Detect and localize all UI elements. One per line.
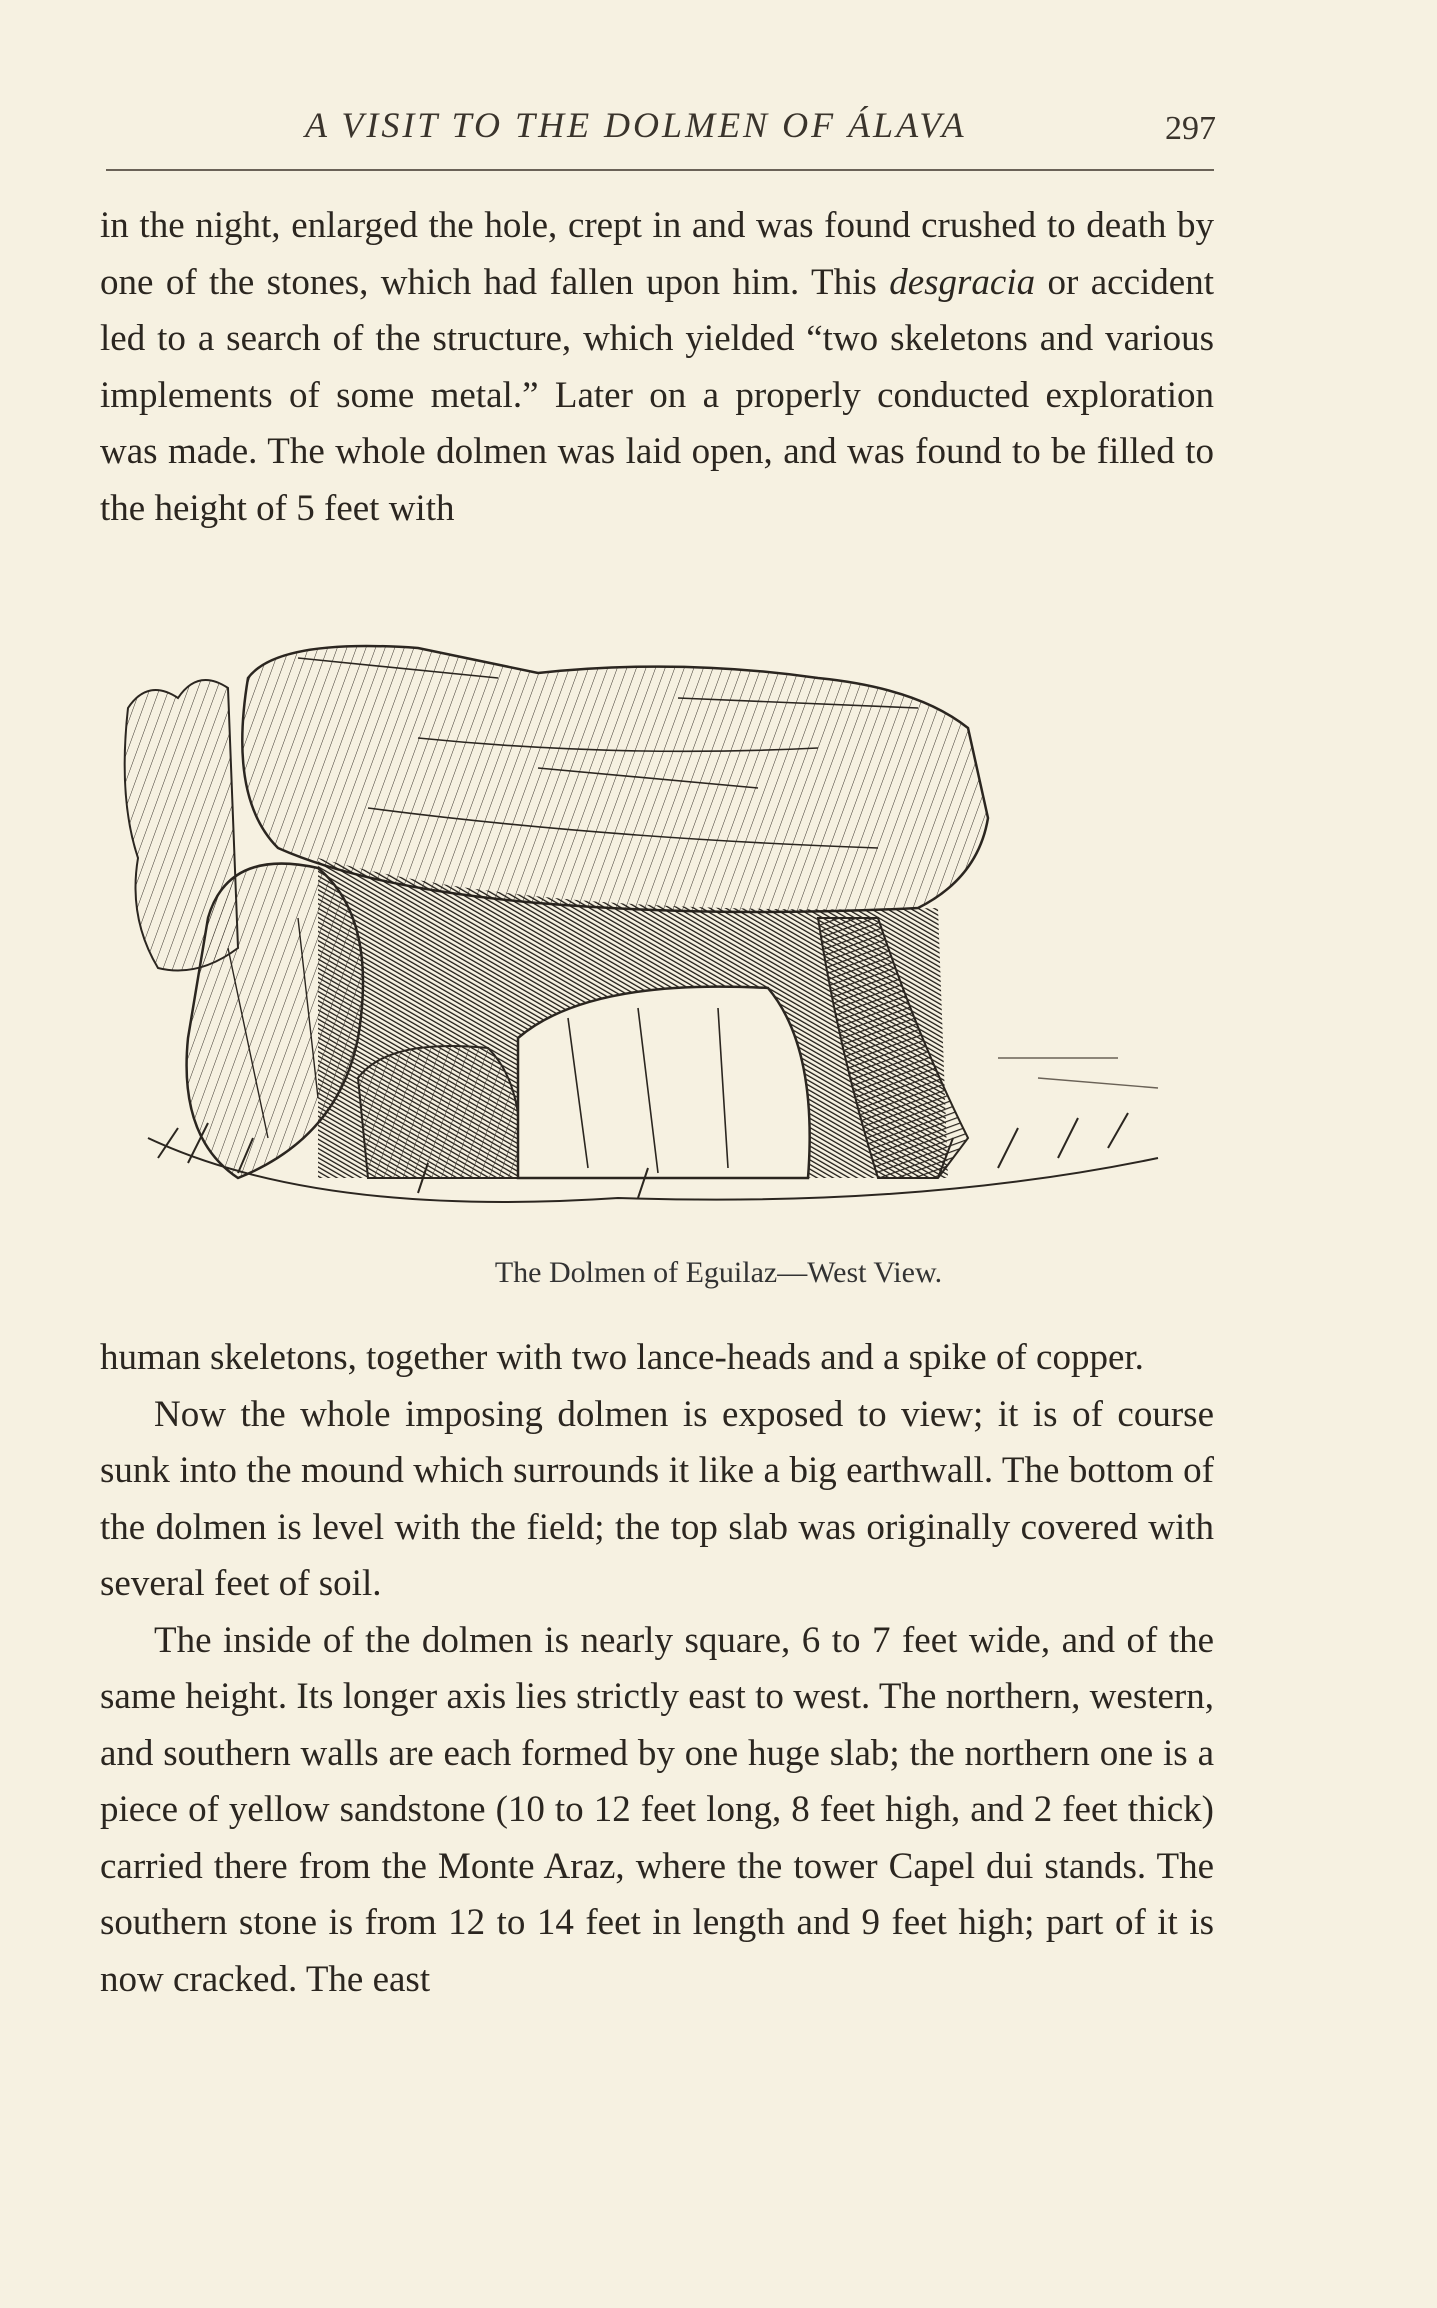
page-number: 297 (1165, 110, 1216, 147)
paragraph-1-part-a: in the night, enlarged the hole, crept in and was found crushed to death by one of the stones, which had fallen upon him. This (100, 205, 1214, 303)
paragraph-1 (100, 198, 1214, 537)
figure-caption: The Dolmen of Eguilaz—West View. (494, 1256, 943, 1289)
header-rule (106, 169, 1214, 171)
dolmen-engraving (118, 618, 1188, 1238)
paragraph-1-part-b: or accident led to a search of the structure, which yielded “two skeletons and various implements of some metal.” Later on a properly conducted exploration was made. The whole dolmen was laid open, and was found to be filled to the height of 5 feet with (100, 261, 1214, 529)
dolmen-illustration-icon (118, 618, 1188, 1238)
paragraph-4: The inside of the dolmen is nearly square, 6 to 7 feet wide, and of the same height. Its longer axis lies strictly east to west. The northern, western, and southern walls are each formed by one huge slab; the northern one is a piece of yellow sandstone (10 to 12 feet long, 8 feet high, and 2 feet thick) carried there from the Monte Araz, where the tower Capel dui stands. The southern stone is from 12 to 14 feet in length and 9 feet high; part of it is now cracked. The east (100, 1619, 1214, 2000)
running-head (100, 96, 1216, 146)
running-title: A VISIT TO THE DOLMEN OF ÁLAVA (305, 105, 967, 145)
paragraph-3: Now the whole imposing dolmen is exposed to view; it is of course sunk into the mound which surrounds it like a big earthwall. The bottom of the dolmen is level with the field; the top slab was originally covered with several feet of soil. (100, 1393, 1214, 1604)
paragraph-2: human skeletons, together with two lance-heads and a spike of copper. (100, 1337, 1144, 1378)
text-block-top (100, 198, 1214, 537)
text-block-bottom (100, 1330, 1214, 2008)
italic-term: desgracia (889, 261, 1036, 303)
